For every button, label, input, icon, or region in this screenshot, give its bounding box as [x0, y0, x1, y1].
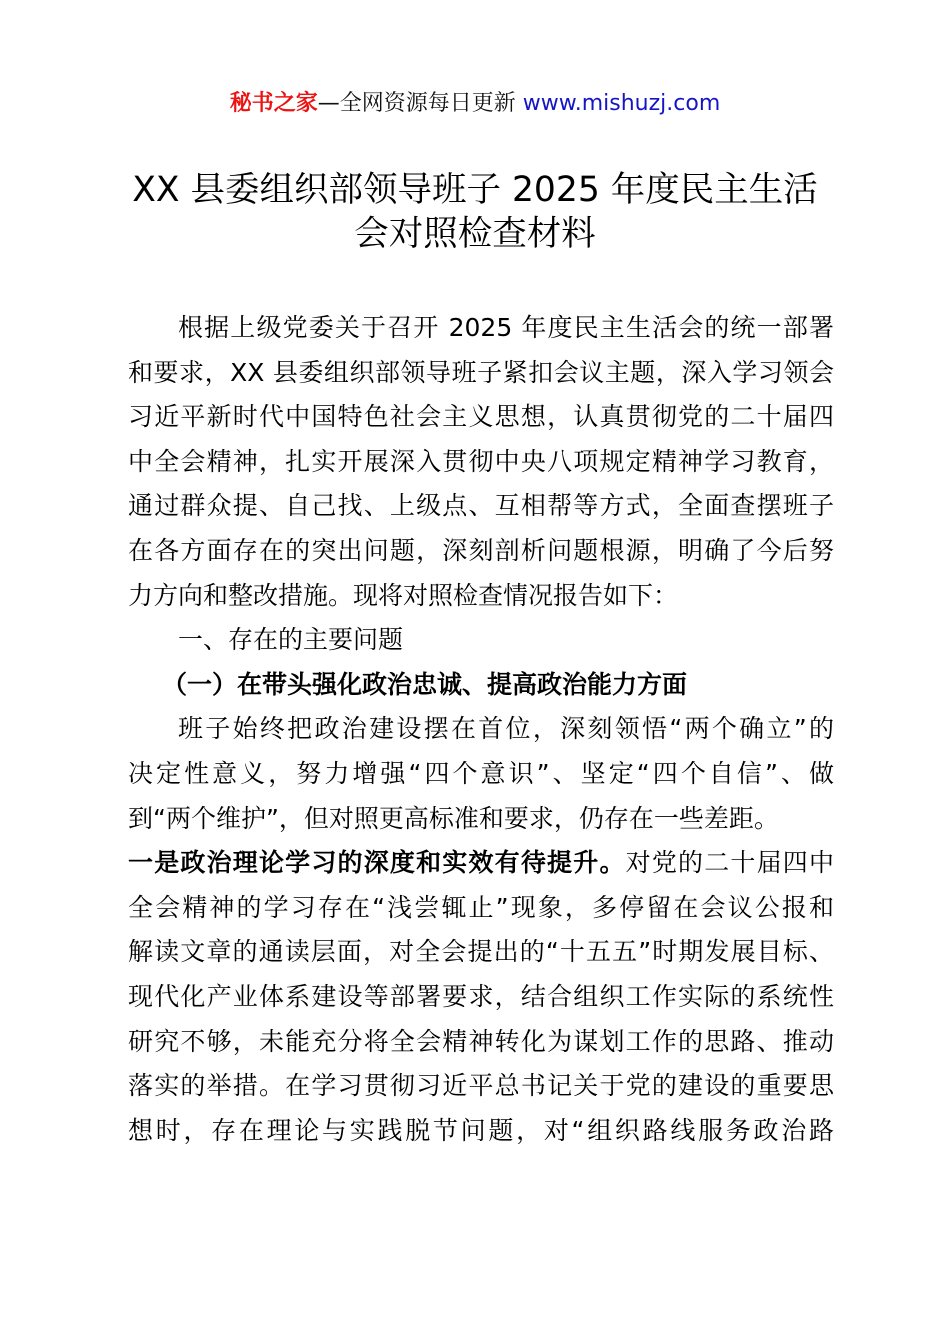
title-line-1: XX 县委组织部领导班子 2025 年度民主生活 [132, 170, 818, 210]
intro-line: 习近平新时代中国特色社会主义思想，认真贯彻党的二十届四 [128, 402, 834, 432]
para3-line: 全会精神的学习存在“浅尝辄止”现象，多停留在会议公报和 [128, 892, 834, 922]
banner-brand: 秘书之家 [229, 91, 318, 116]
para3-line: 解读文章的通读层面，对全会提出的“十五五”时期发展目标、 [128, 937, 834, 967]
para3-line: 研究不够，未能充分将全会精神转化为谋划工作的思路、推动 [128, 1026, 834, 1056]
banner-url-link[interactable]: www.mishuzj.com [522, 91, 721, 116]
title-line-2: 会对照检查材料 [354, 214, 596, 254]
para3-line: 现代化产业体系建设等部署要求，结合组织工作实际的系统性 [128, 981, 834, 1011]
para3-line: 落实的举措。在学习贯彻习近平总书记关于党的建设的重要思 [128, 1071, 834, 1101]
intro-line: 力方向和整改措施。现将对照检查情况报告如下： [128, 580, 679, 610]
para2-line: 班子始终把政治建设摆在首位，深刻领悟“两个确立”的 [178, 714, 834, 744]
intro-line: 中全会精神，扎实开展深入贯彻中央八项规定精神学习教育， [128, 446, 834, 476]
para3-line: 想时，存在理论与实践脱节问题，对“组织路线服务政治路 [128, 1115, 834, 1145]
para2-line: 决定性意义，努力增强“四个意识”、坚定“四个自信”、做 [128, 758, 834, 788]
para3-bold-lead: 一是政治理论学习的深度和实效有待提升。 [128, 848, 626, 878]
intro-line: 在各方面存在的突出问题，深刻剖析问题根源，明确了今后努 [128, 535, 834, 565]
para2-line: 到“两个维护”，但对照更高标准和要求，仍存在一些差距。 [128, 803, 779, 833]
document-body [128, 306, 834, 1153]
intro-line: 通过群众提、自己找、上级点、互相帮等方式，全面查摆班子 [128, 491, 834, 521]
subsection-heading: （一）在带头强化政治忠诚、提高政治能力方面 [162, 669, 688, 699]
intro-line: 根据上级党委关于召开 2025 年度民主生活会的统一部署 [178, 313, 834, 342]
document-title [60, 168, 890, 256]
intro-line: 和要求，XX 县委组织部领导班子紧扣会议主题，深入学习领会 [128, 357, 834, 387]
site-banner [0, 86, 950, 122]
para3-first-rest: 对党的二十届四中 [625, 848, 834, 878]
para3-first-line [128, 841, 834, 886]
section-heading: 一、存在的主要问题 [178, 625, 404, 655]
banner-slogan: —全网资源每日更新 [317, 91, 516, 116]
